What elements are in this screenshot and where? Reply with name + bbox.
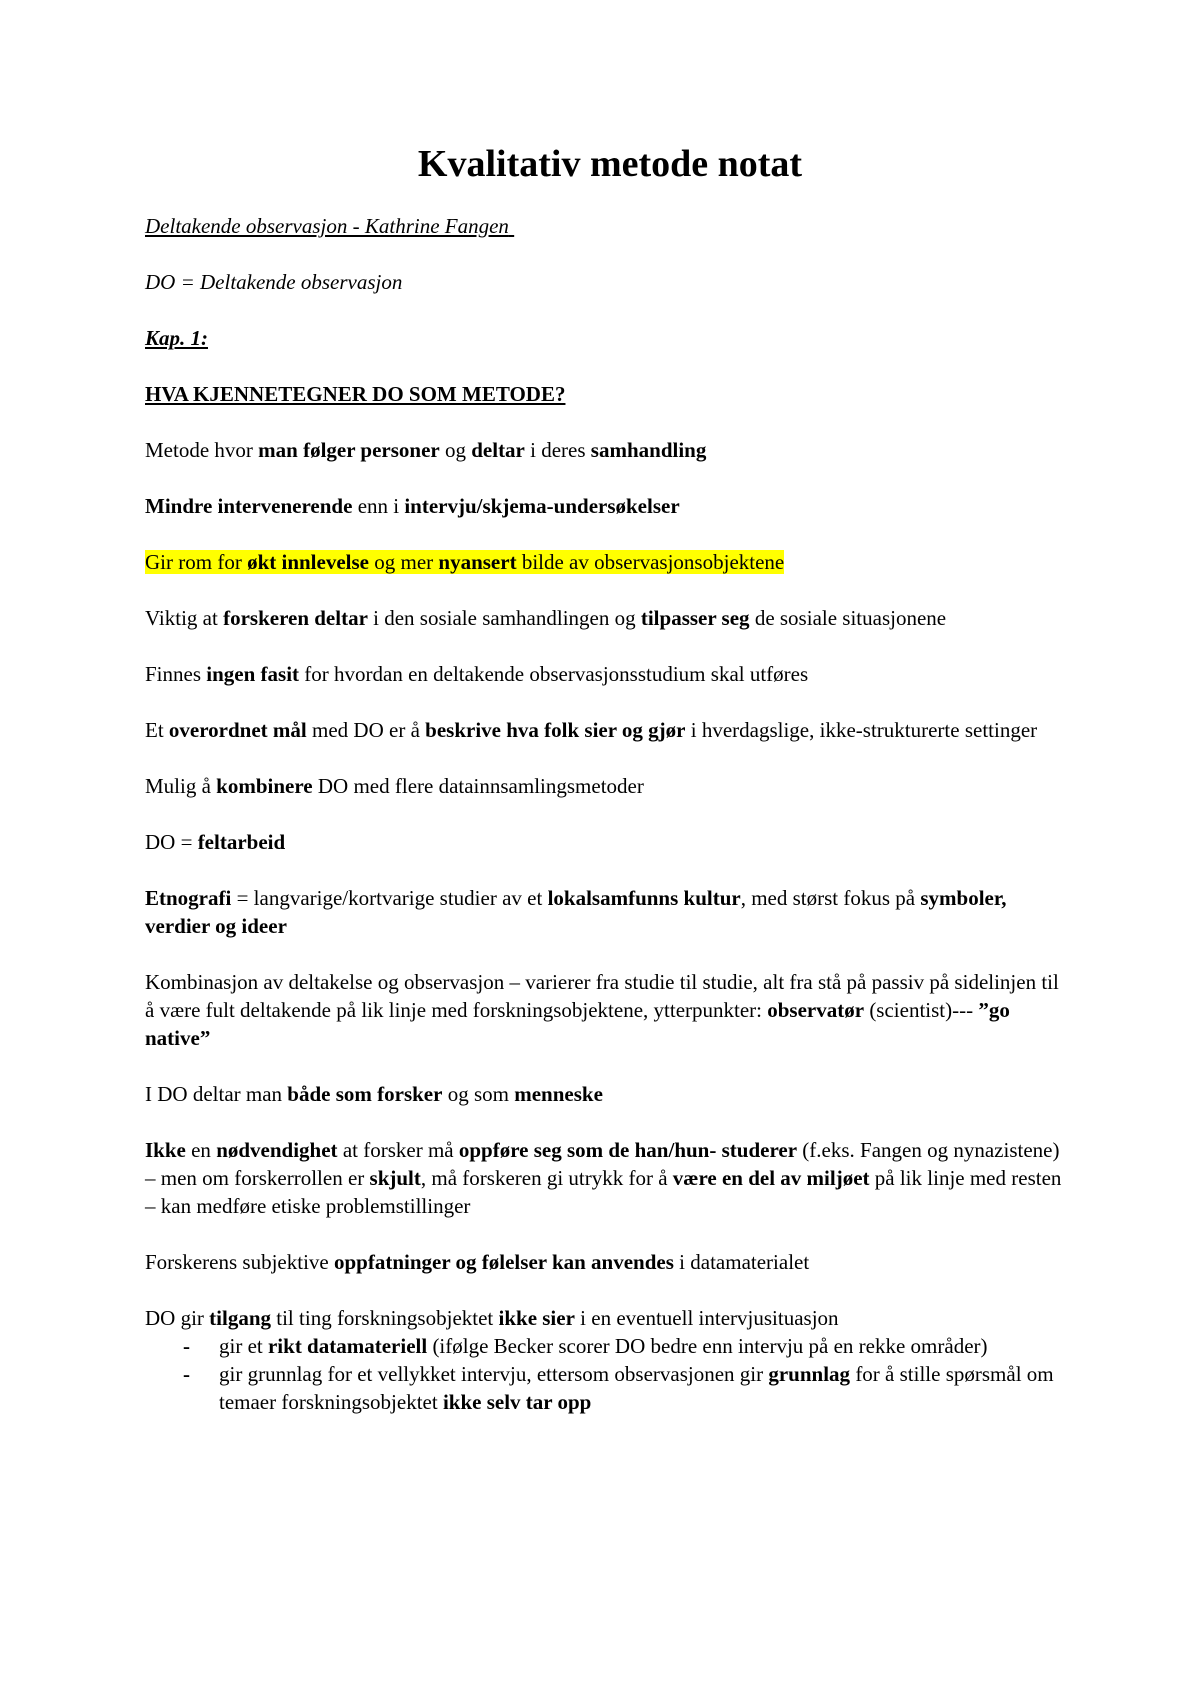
highlighted-text xyxy=(145,550,784,574)
text-segment: og som xyxy=(442,1082,515,1106)
bold-text: Ikke xyxy=(145,1138,186,1162)
text-segment: Viktig at xyxy=(145,606,224,630)
bold-text: ”go native” xyxy=(145,998,1010,1050)
paragraph xyxy=(145,772,1065,800)
text-segment: Et xyxy=(145,718,169,742)
paragraph xyxy=(145,660,1065,688)
text-segment: i hverdagslige, ikke-strukturerte settinger xyxy=(685,718,1038,742)
text-segment: (scientist)--- xyxy=(864,998,979,1022)
subtitle-line xyxy=(145,212,1065,240)
bold-text: oppføre seg som de han/hun- studerer xyxy=(458,1138,798,1162)
bold-text: lokalsamfunns kultur xyxy=(547,886,741,910)
paragraph xyxy=(145,1248,1065,1276)
text-segment: I DO deltar man xyxy=(145,1082,288,1106)
text-segment: i deres xyxy=(524,438,591,462)
paragraph xyxy=(145,1080,1065,1108)
text-segment: i datamaterialet xyxy=(673,1250,810,1274)
bold-text: intervju/skjema-undersøkelser xyxy=(404,494,680,518)
text-segment: (ifølge Becker scorer DO bedre enn intervju på en rekke områder) xyxy=(427,1334,988,1358)
text-segment: = langvarige/kortvarige studier av et xyxy=(231,886,548,910)
bold-text: nyansert xyxy=(438,550,517,574)
text-segment: gir et xyxy=(219,1334,268,1358)
text-segment: bilde av observasjonsobjektene xyxy=(516,550,785,574)
bold-text: samhandling xyxy=(590,438,707,462)
document-page xyxy=(145,140,1065,1416)
bold-text: ikke sier xyxy=(498,1306,575,1330)
bold-text: observatør xyxy=(767,998,865,1022)
paragraph-access xyxy=(145,1304,1065,1332)
bold-text: skjult xyxy=(369,1166,421,1190)
bold-text: nødvendighet xyxy=(216,1138,338,1162)
heading-line xyxy=(145,380,1065,408)
text-segment: gir grunnlag for et vellykket intervju, ettersom observasjonen gir xyxy=(219,1362,769,1386)
text-segment: for å stille spørsmål om temaer forskningsobjektet xyxy=(219,1362,1054,1414)
bold-text: være en del av miljøet xyxy=(672,1166,870,1190)
paragraph xyxy=(145,436,1065,464)
text-segment: (f.eks. Fangen og nynazistene) – men om forskerrollen er xyxy=(145,1138,1060,1190)
text-segment: Gir rom for xyxy=(145,550,248,574)
abbreviation-line xyxy=(145,268,1065,296)
text-segment: Metode hvor xyxy=(145,438,259,462)
text-segment: en xyxy=(185,1138,217,1162)
text-segment: med DO er å xyxy=(306,718,426,742)
text-segment: , må forskeren gi utrykk for å xyxy=(420,1166,673,1190)
bullet-item xyxy=(183,1332,1065,1360)
text-segment: og mer xyxy=(368,550,439,574)
bold-text: man følger personer xyxy=(258,438,440,462)
text-segment: til ting forskningsobjektet xyxy=(271,1306,499,1330)
bold-text: økt innlevelse xyxy=(247,550,369,574)
bold-text: oppfatninger og følelser kan anvendes xyxy=(333,1250,674,1274)
bold-text: Mindre intervenerende xyxy=(145,494,353,518)
bold-text: Etnografi xyxy=(145,886,232,910)
bold-text: tilpasser seg xyxy=(640,606,750,630)
paragraph xyxy=(145,828,1065,856)
text-segment: og xyxy=(439,438,472,462)
bold-text: ingen fasit xyxy=(206,662,300,686)
paragraph xyxy=(145,968,1065,1052)
document-subtitle: Deltakende observasjon - Kathrine Fangen xyxy=(145,214,509,238)
dash-bullet-icon: - xyxy=(183,1362,190,1386)
bold-text: symboler, verdier og ideer xyxy=(145,886,1007,938)
bold-text: menneske xyxy=(514,1082,603,1106)
text-segment: DO gir xyxy=(145,1306,210,1330)
text-segment: at forsker må xyxy=(337,1138,459,1162)
bold-text: feltarbeid xyxy=(197,830,286,854)
text-segment: i en eventuell intervjusituasjon xyxy=(574,1306,839,1330)
text-segment: på lik linje med resten – kan medføre etiske problemstillinger xyxy=(145,1166,1062,1218)
paragraph xyxy=(145,604,1065,632)
text-segment: for hvordan en deltakende observasjonsstudium skal utføres xyxy=(299,662,809,686)
paragraph xyxy=(145,1136,1065,1220)
paragraph xyxy=(145,548,1065,576)
dash-bullet-icon: - xyxy=(183,1334,190,1358)
bold-text: grunnlag xyxy=(768,1362,851,1386)
section-heading: HVA KJENNETEGNER DO SOM METODE? xyxy=(145,382,566,406)
text-segment: Kombinasjon av deltakelse og observasjon – varierer fra studie til studie, alt fra stå på passiv på sidelinjen til å være fult deltakende på lik linje med forskningsobjektene, ytterpunkter: xyxy=(145,970,1059,1022)
bold-text: ikke selv tar opp xyxy=(442,1390,592,1414)
paragraph xyxy=(145,492,1065,520)
abbreviation-definition: DO = Deltakende observasjon xyxy=(145,270,403,294)
paragraph xyxy=(145,716,1065,744)
text-segment: de sosiale situasjonene xyxy=(749,606,947,630)
chapter-line xyxy=(145,324,1065,352)
text-segment: DO = xyxy=(145,830,198,854)
paragraph xyxy=(145,884,1065,940)
text-segment: i den sosiale samhandlingen og xyxy=(367,606,641,630)
paragraph-list xyxy=(145,436,1065,1276)
bold-text: rikt datamateriell xyxy=(267,1334,428,1358)
bold-text: forskeren deltar xyxy=(223,606,368,630)
text-segment: DO med flere datainnsamlingsmetoder xyxy=(312,774,644,798)
bold-text: overordnet mål xyxy=(168,718,307,742)
text-segment: Finnes xyxy=(145,662,207,686)
bullet-item xyxy=(183,1360,1065,1416)
page-title: Kvalitativ metode notat xyxy=(417,143,803,185)
bold-text: beskrive hva folk sier og gjør xyxy=(425,718,686,742)
bullet-list xyxy=(145,1332,1065,1416)
bold-text: både som forsker xyxy=(287,1082,443,1106)
bold-text: tilgang xyxy=(209,1306,272,1330)
bold-text: kombinere xyxy=(216,774,313,798)
text-segment: , med størst fokus på xyxy=(740,886,921,910)
text-segment: Mulig å xyxy=(145,774,217,798)
chapter-label: Kap. 1: xyxy=(145,326,208,350)
text-segment: enn i xyxy=(352,494,405,518)
text-segment: Forskerens subjektive xyxy=(145,1250,334,1274)
bold-text: deltar xyxy=(471,438,525,462)
